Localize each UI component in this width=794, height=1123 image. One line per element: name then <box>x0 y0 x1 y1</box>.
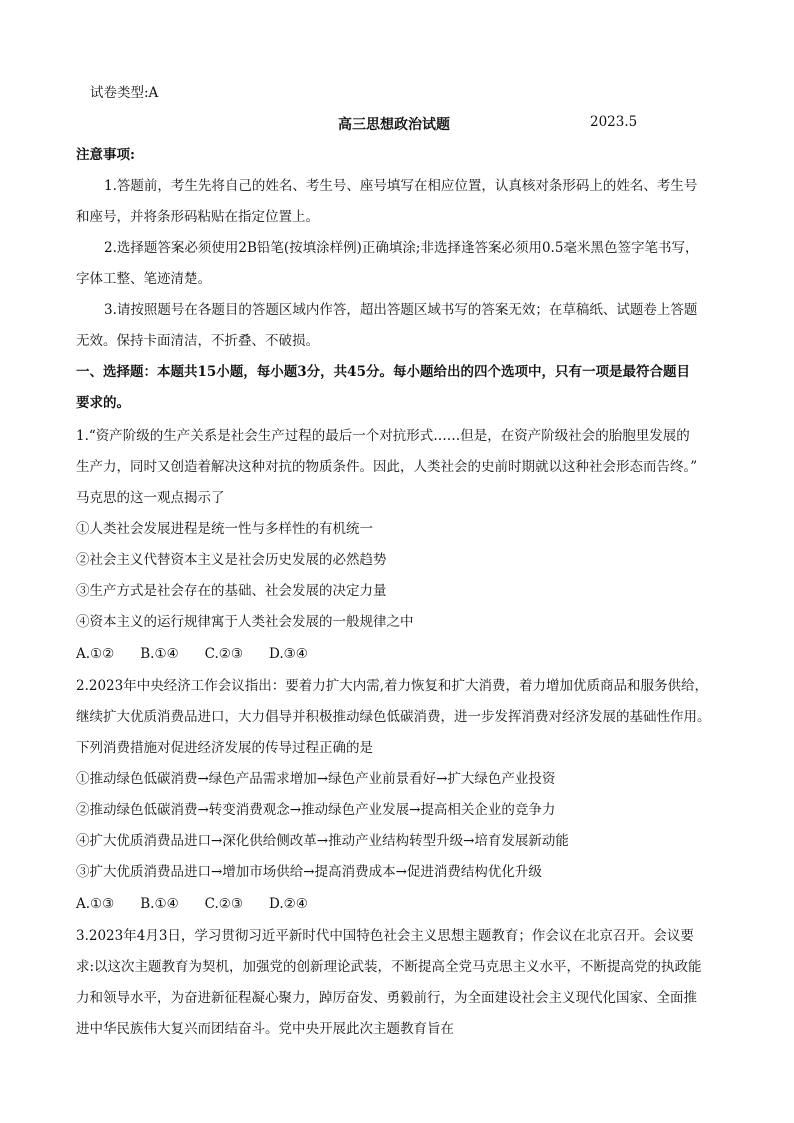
q3-stem-line-1: 3.2023年4月3日，学习贯彻习近平新时代中国特色社会主义思想主题教育；作会议在北京召开。会议要 <box>76 928 694 944</box>
q1-option-a: A.①② <box>76 646 115 662</box>
q2-statement-4: ③扩大优质消费品进口→增加市场供给→提高消费成本→促进消费结构优化升级 <box>76 864 542 880</box>
notice-item-1-line-2: 和座号，并将条形码粘贴在指定位置上。 <box>76 209 319 225</box>
q2-option-c: C.②③ <box>204 896 244 912</box>
title-row <box>0 114 794 134</box>
section-1-heading-line-1: 一、选择题：本题共15小题，每小题3分，共45分。每小题给出的四个选项中，只有一项是最符合题目 <box>76 364 690 380</box>
q3-stem-line-3: 力和领导水平，为奋进新征程凝心聚力，踔厉奋发、勇毅前行，为全面建设社会主义现代化国家、全面推 <box>76 990 697 1006</box>
notice-item-2-line-2: 字体工整、笔迹清楚。 <box>76 271 211 287</box>
notice-item-2-line-1: 2.选择题答案必须使用2B铅笔(按填涂样例)正确填涂;非选择逢答案必须用0.5毫米黑色签字笔书写， <box>104 240 699 256</box>
section-1-heading-line-2: 要求的。 <box>76 395 130 411</box>
q2-stem-line-1: 2.2023年中央经济工作会议指出：要着力扩大内需,着力恢复和扩大消费，着力增加优质商品和服务供给， <box>76 678 709 694</box>
q2-statement-2: ②推动绿色低碳消费→转变消费观念→推动绿色产业发展→提高相关企业的竞争力 <box>76 802 556 818</box>
q2-stem-line-2: 继续扩大优质消费品进口，大力倡导并积极推动绿色低碳消费，进一步发挥消费对经济发展的基础性作用。 <box>76 709 711 725</box>
q2-option-d: D.②④ <box>269 896 308 912</box>
q1-statement-2: ②社会主义代替资本主义是社会历史发展的必然趋势 <box>76 552 387 568</box>
exam-date: 2023.5 <box>590 114 638 130</box>
q2-statement-1: ①推动绿色低碳消费→绿色产品需求增加→绿色产业前景看好→扩大绿色产业投资 <box>76 771 556 787</box>
q1-statement-4: ④资本主义的运行规律寓于人类社会发展的一般规律之中 <box>76 614 414 630</box>
notice-item-3-line-1: 3.请按照题号在各题目的答题区域内作答，超出答题区域书写的答案无效；在草稿纸、试题卷上答题 <box>104 302 698 318</box>
q1-option-d: D.③④ <box>269 646 308 662</box>
q1-option-b: B.①④ <box>140 646 179 662</box>
notice-item-3-line-2: 无效。保持卡面清洁，不折叠、不破损。 <box>76 333 319 349</box>
q1-statement-3: ③生产方式是社会存在的基础、社会发展的决定力量 <box>76 583 387 599</box>
q1-options <box>76 644 334 664</box>
q1-stem-line-2: 生产力，同时又创造着解决这种对抗的物质条件。因此，人类社会的史前时期就以这种社会形态而告终。” <box>76 459 698 475</box>
paper-type-label: 试卷类型:A <box>90 85 159 101</box>
q3-stem-line-4: 进中华民族伟大复兴而团结奋斗。党中央开展此次主题教育旨在 <box>76 1021 454 1037</box>
q1-option-c: C.②③ <box>204 646 244 662</box>
q3-stem-line-2: 求:以这次主题教育为契机，加强党的创新理论武装，不断提高全党马克思主义水平，不断提高党的执政能 <box>76 959 702 975</box>
q1-stem-line-3: 马克思的这一观点揭示了 <box>76 490 225 506</box>
q2-option-b: B.①④ <box>140 896 179 912</box>
q1-stem-line-1: 1.“资产阶级的生产关系是社会生产过程的最后一个对抗形式……但是，在资产阶级社会的胎胞里发展的 <box>76 428 690 444</box>
notice-item-1-line-1: 1.答题前，考生先将自己的姓名、考生号、座号填写在相应位置，认真核对条形码上的姓名、考生号 <box>104 178 698 194</box>
q2-options <box>76 894 334 914</box>
q1-statement-1: ①人类社会发展进程是统一性与多样性的有机统一 <box>76 521 373 537</box>
q2-option-a: A.①③ <box>76 896 115 912</box>
notice-heading: 注意事项: <box>76 147 135 163</box>
page-title: 高三思想政治试题 <box>338 117 450 133</box>
q2-statement-3: ④扩大优质消费品进口→深化供给侧改革→推动产业结构转型升级→培育发展新动能 <box>76 833 569 849</box>
q2-stem-line-3: 下列消费措施对促进经济发展的传导过程正确的是 <box>76 740 373 756</box>
